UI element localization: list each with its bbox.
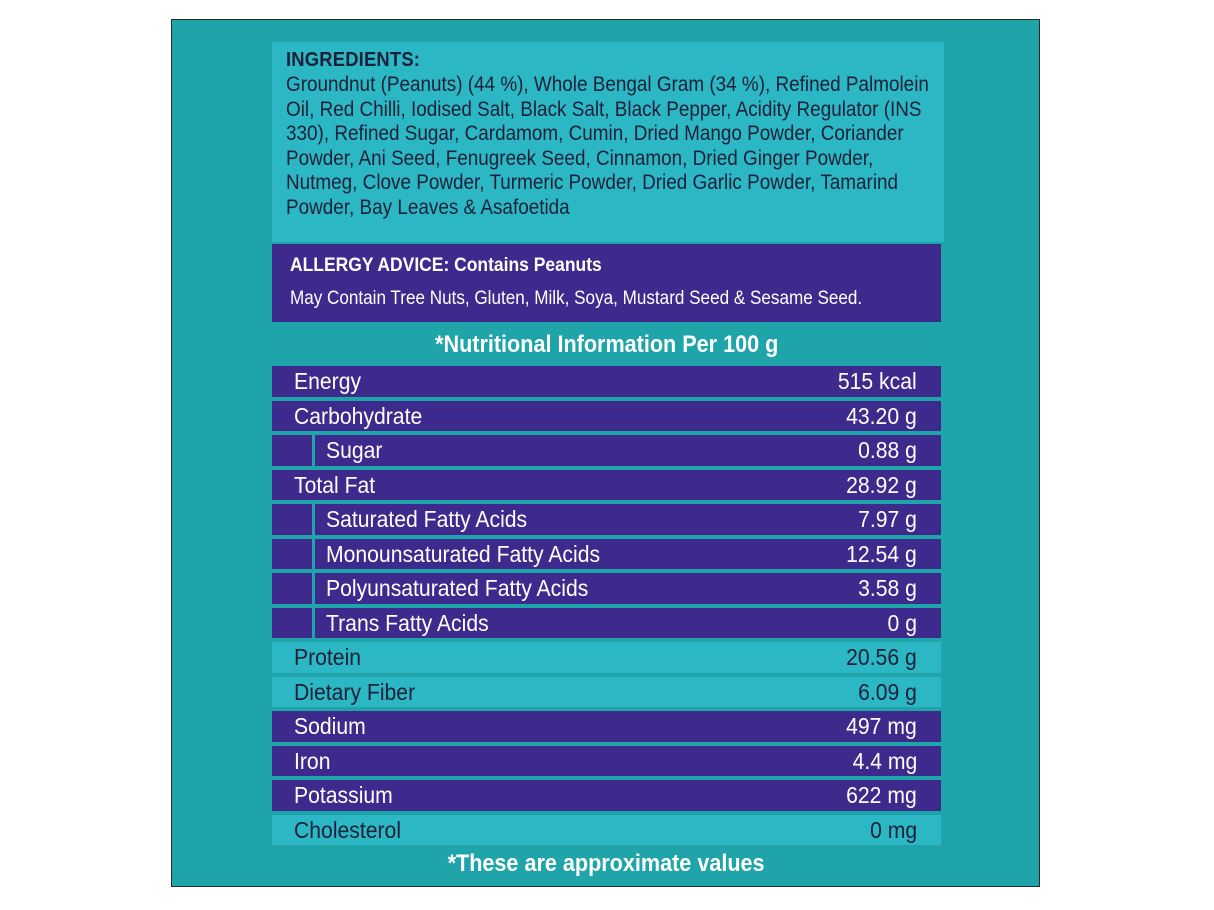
nutrient-name: Saturated Fatty Acids (326, 506, 528, 532)
nutrition-row-polyunsaturated-fatty-acids (272, 573, 941, 604)
nutrition-row-carbohydrate (272, 401, 941, 432)
nutrient-name: Protein (294, 644, 362, 670)
nutrition-heading (272, 328, 941, 362)
nutrition-row-cholesterol (272, 815, 941, 846)
nutrition-row-saturated-fatty-acids (272, 504, 941, 535)
nutrient-name: Iron (294, 747, 331, 774)
nutrient-value: 20.56 g (846, 644, 917, 670)
nutrient-name: Monounsaturated Fatty Acids (326, 540, 601, 567)
nutrient-value: 4.4 mg (852, 747, 917, 774)
nutrient-value: 12.54 g (846, 540, 917, 567)
nutrient-value: 622 mg (846, 782, 917, 808)
nutrition-heading-text: *Nutritional Information Per 100 g (434, 331, 779, 358)
nutrient-value: 43.20 g (846, 402, 917, 429)
nutrient-value: 6.09 g (858, 678, 917, 705)
allergy-advice-section (272, 244, 941, 322)
nutrient-value: 28.92 g (846, 471, 917, 498)
nutrient-name: Cholesterol (294, 816, 402, 843)
nutrient-name: Sodium (294, 713, 366, 739)
nutrition-row-trans-fatty-acids (272, 608, 941, 639)
nutrition-row-potassium (272, 780, 941, 811)
nutrition-row-energy (272, 366, 941, 397)
nutrition-row-total-fat (272, 470, 941, 501)
nutrition-row-sugar (272, 435, 941, 466)
nutrient-name: Total Fat (294, 471, 376, 498)
nutrition-row-iron (272, 746, 941, 777)
sub-row-indent (312, 435, 941, 466)
nutrition-label-panel (171, 19, 1040, 887)
nutrition-row-monounsaturated-fatty-acids (272, 539, 941, 570)
ingredients-section (272, 42, 944, 242)
allergy-text: May Contain Tree Nuts, Gluten, Milk, Soya, Mustard Seed & Sesame Seed. (290, 288, 863, 309)
ingredients-title: INGREDIENTS: (286, 49, 421, 71)
nutrient-value: 7.97 g (858, 506, 917, 532)
nutrient-name: Potassium (294, 782, 393, 808)
nutrition-row-protein (272, 642, 941, 673)
allergy-title: ALLERGY ADVICE: Contains Peanuts (290, 255, 602, 276)
nutrient-value: 497 mg (846, 713, 917, 739)
ingredients-text: Groundnut (Peanuts) (44 %), Whole Bengal Gram (34 %), Refined Palmolein Oil, Red Chilli, Iodised Salt, Black Salt, Black Pepper, Acidity Regulator (INS 330), Refined Sugar, Cardamom, Cumin, Dried Mango Powder, Coriander Powder, Ani Seed, Fenugreek Seed, Cinnamon, Dried Ginger Powder, Nutmeg, Clove Powder, Turmeric Powder, Dried Garlic Powder, Tamarind Powder, Bay Leaves & Asafoetida (286, 73, 929, 219)
nutrient-value: 515 kcal (838, 368, 917, 394)
nutrient-name: Carbohydrate (294, 402, 423, 429)
nutrient-value: 3.58 g (858, 575, 917, 601)
nutrient-value: 0.88 g (858, 437, 917, 463)
nutrient-name: Trans Fatty Acids (326, 609, 489, 636)
nutrient-name: Sugar (326, 437, 383, 463)
nutrient-value: 0 g (887, 609, 917, 636)
nutrition-table (272, 366, 941, 849)
nutrient-name: Energy (294, 368, 362, 394)
nutrient-name: Polyunsaturated Fatty Acids (326, 575, 589, 601)
nutrient-value: 0 mg (869, 816, 917, 843)
nutrition-footnote-text: *These are approximate values (448, 850, 765, 877)
nutrition-footnote (272, 848, 941, 880)
nutrition-row-sodium (272, 711, 941, 742)
nutrition-row-dietary-fiber (272, 677, 941, 708)
nutrient-name: Dietary Fiber (294, 678, 416, 705)
